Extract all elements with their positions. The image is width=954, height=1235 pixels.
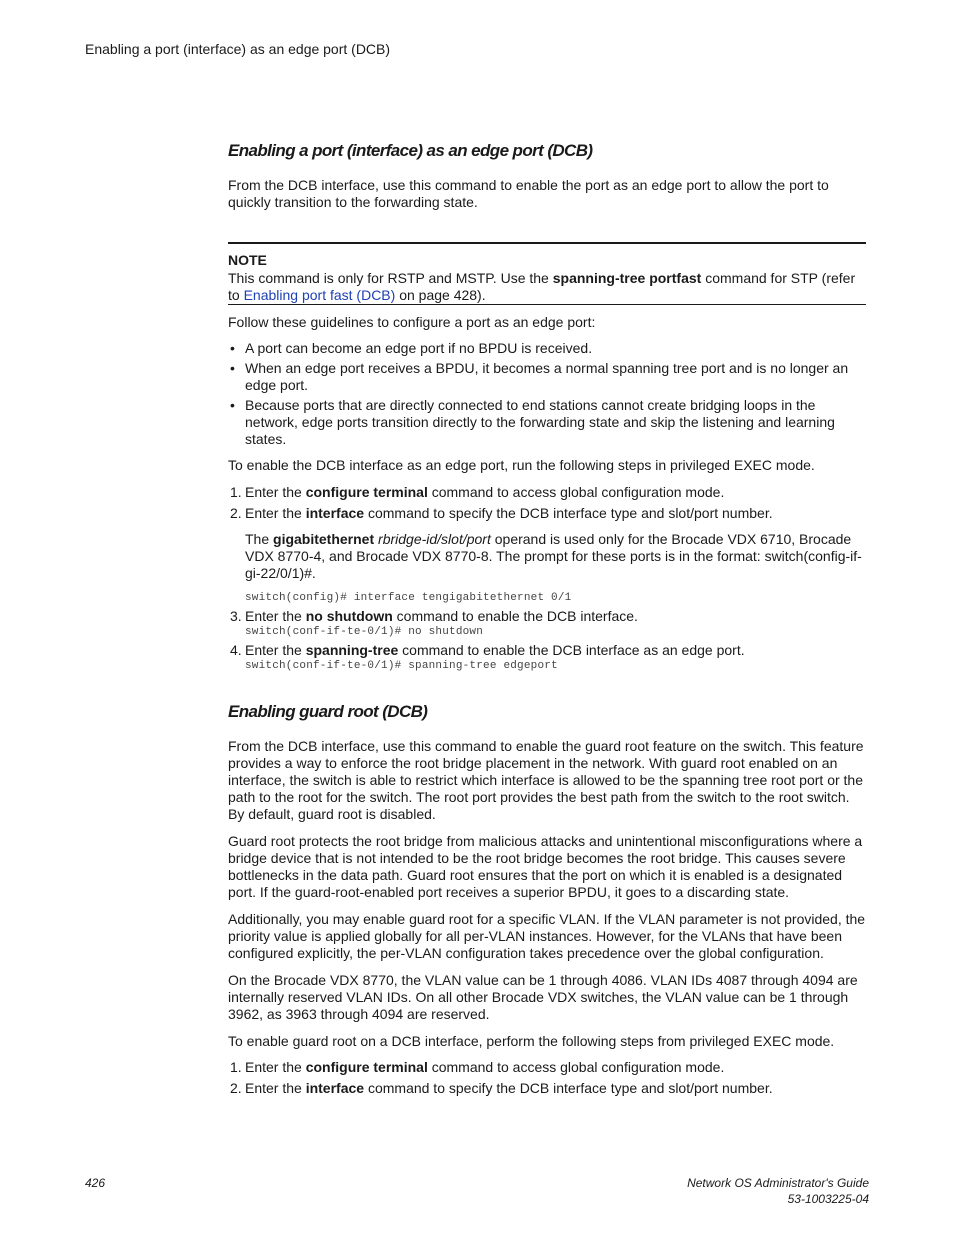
- step-text: [245, 484, 865, 501]
- bullet-marker: •: [230, 340, 235, 356]
- section-heading-guard-root: Enabling guard root (DCB): [228, 702, 428, 721]
- footer-doc-info: [687, 1175, 869, 1207]
- step-text-post: command to specify the DCB interface type and slot/port number.: [364, 505, 773, 521]
- step-number: 2.: [230, 1080, 242, 1096]
- step-text-post: command to access global configuration mode.: [427, 484, 725, 500]
- bullet-marker: •: [230, 397, 235, 413]
- note-title: NOTE: [228, 252, 267, 268]
- step-number: 1.: [230, 484, 242, 500]
- operand-keyword: gigabitethernet: [273, 531, 375, 547]
- link-enabling-port-fast[interactable]: Enabling port fast (DCB): [243, 287, 396, 303]
- guard-root-paragraph: To enable guard root on a DCB interface, perform the following steps from privileged EXEC mode.: [228, 1033, 835, 1049]
- note-text-a: This command is only for RSTP and MSTP. Use the: [228, 270, 553, 286]
- code-interface: switch(config)# interface tengigabitethernet 0/1: [245, 592, 572, 604]
- doc-number: 53-1003225-04: [787, 1192, 869, 1206]
- note-command: spanning-tree portfast: [552, 270, 702, 286]
- bullet-text: A port can become an edge port if no BPDU is received.: [245, 340, 593, 356]
- step-number: 2.: [230, 505, 242, 521]
- operand-note-pre: The: [245, 531, 274, 547]
- step-text: [245, 1080, 865, 1097]
- guard-root-paragraph: Guard root protects the root bridge from malicious attacks and unintentional misconfigurations where a bridge device that is not intended to be the root bridge becomes the root bridge. This causes severe bottlenecks in the data path. Guard root ensures that the port on which it is enabled is a designated port. If the guard-root-enabled port receives a superior BPDU, it goes to a discarding state.: [228, 833, 863, 900]
- step-text-pre: Enter the: [245, 1059, 306, 1075]
- intro-paragraph: From the DCB interface, use this command to enable the port as an edge port to allow the port to quickly transition to the forwarding state.: [228, 177, 829, 210]
- step-command: configure terminal: [305, 484, 428, 500]
- code-no-shutdown: switch(conf-if-te-0/1)# no shutdown: [245, 626, 484, 638]
- guard-root-paragraph: From the DCB interface, use this command to enable the guard root feature on the switch. This feature provides a way to enforce the root bridge placement in the network. With guard root enabled on an interface, the switch is able to restrict which interface is allowed to be the spanning tree root port or the path to the root for the switch. The root port provides the best path from the switch to the root switch. By default, guard root is disabled.: [228, 738, 864, 822]
- step-command: interface: [305, 505, 365, 521]
- step-text: [245, 608, 865, 625]
- page-number: 426: [85, 1176, 106, 1190]
- step-text-post: command to enable the DCB interface as an edge port.: [398, 642, 745, 658]
- step-text-post: command to specify the DCB interface type and slot/port number.: [364, 1080, 773, 1096]
- step-text-pre: Enter the: [245, 1080, 306, 1096]
- guard-root-paragraph: On the Brocade VDX 8770, the VLAN value can be 1 through 4086. VLAN IDs 4087 through 4094 are internally reserved VLAN IDs. On all other Brocade VDX switches, the VLAN value can be 1 through 3962, as 3963 through 4094 are reserved.: [228, 972, 858, 1022]
- step-command: no shutdown: [305, 608, 393, 624]
- step2-operand-note: [245, 531, 866, 582]
- guard-root-paragraph: Additionally, you may enable guard root for a specific VLAN. If the VLAN parameter is not provided, the priority value is applied globally for all per-VLAN instances. However, for the VLANs that have been configured explicitly, the per-VLAN configuration takes precedence over the global configuration.: [228, 911, 866, 961]
- step-text-post: command to access global configuration mode.: [427, 1059, 725, 1075]
- step-text-post: command to enable the DCB interface.: [392, 608, 638, 624]
- steps-intro: To enable the DCB interface as an edge port, run the following steps in privileged EXEC mode.: [228, 457, 815, 473]
- step-number: 1.: [230, 1059, 242, 1075]
- step-text: [245, 1059, 865, 1076]
- note-text-b: command for STP (refer to: [228, 270, 856, 303]
- step-text-pre: Enter the: [245, 484, 306, 500]
- section-heading-edge-port: Enabling a port (interface) as an edge port (DCB): [228, 141, 593, 160]
- step-text: [245, 642, 865, 659]
- bullet-text: When an edge port receives a BPDU, it becomes a normal spanning tree port and is no longer an edge port.: [245, 360, 849, 393]
- step-command: spanning-tree: [305, 642, 399, 658]
- step-command: interface: [305, 1080, 365, 1096]
- step-number: 4.: [230, 642, 242, 658]
- running-header: Enabling a port (interface) as an edge port (DCB): [85, 41, 391, 57]
- guidelines-intro: Follow these guidelines to configure a port as an edge port:: [228, 314, 596, 330]
- bullet-marker: •: [230, 360, 235, 376]
- step-command: configure terminal: [305, 1059, 428, 1075]
- step-text-pre: Enter the: [245, 608, 306, 624]
- note-text-c: on page 428).: [395, 287, 486, 303]
- step-number: 3.: [230, 608, 242, 624]
- code-spanning-tree-edgeport: switch(conf-if-te-0/1)# spanning-tree edgeport: [245, 660, 558, 672]
- operand-note-post: operand is used only for the Brocade VDX 6710, Brocade VDX 8770-4, and Brocade VDX 8770-8. The prompt for these ports is in the format: switch(config-if-gi-22/0/1)#.: [245, 531, 862, 581]
- note-text: [228, 270, 866, 304]
- step-text-pre: Enter the: [245, 505, 306, 521]
- operand-argument: rbridge-id/slot/port: [374, 531, 491, 547]
- step-text: [245, 505, 865, 522]
- note-box: [228, 242, 866, 305]
- step-text-pre: Enter the: [245, 642, 306, 658]
- guide-title: Network OS Administrator's Guide: [687, 1176, 869, 1190]
- bullet-text: Because ports that are directly connected to end stations cannot create bridging loops in the network, edge ports transition directly to the forwarding state and skip the listening and learning states.: [245, 397, 835, 447]
